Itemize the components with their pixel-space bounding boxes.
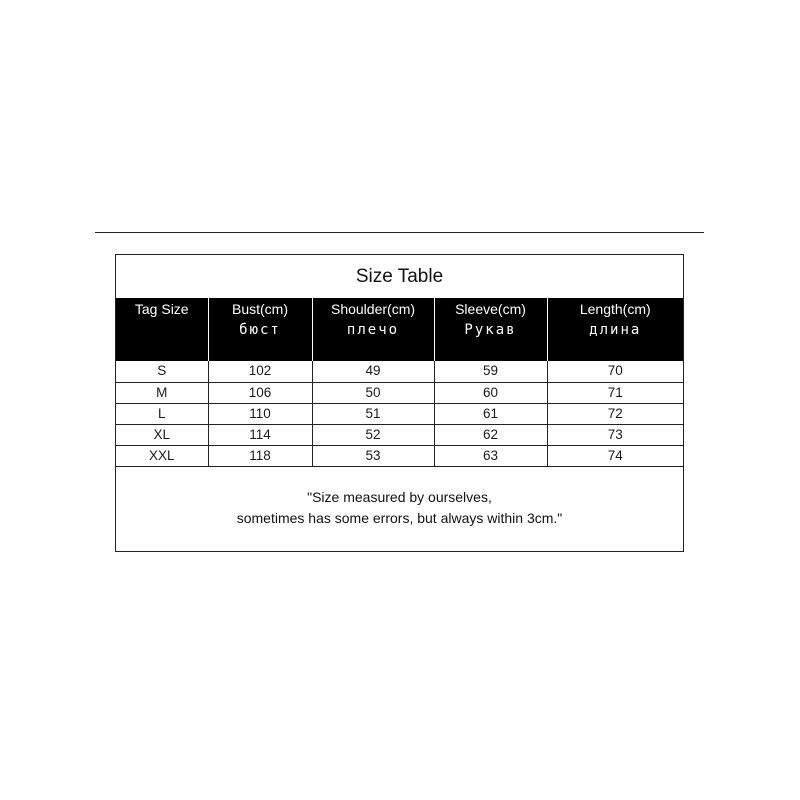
cell-tag-size: S <box>116 361 208 382</box>
header-bust <box>208 298 312 361</box>
cell-shoulder: 52 <box>312 424 434 445</box>
cell-shoulder: 50 <box>312 382 434 403</box>
header-shoulder-label: Shoulder(cm) <box>330 301 416 317</box>
header-bust-label: Bust(cm) <box>232 301 288 317</box>
cell-bust: 114 <box>208 424 312 445</box>
table-title: Size Table <box>355 266 444 287</box>
cell-tag-size: XXL <box>116 445 208 466</box>
cell-length: 70 <box>547 361 683 382</box>
header-sleeve <box>434 298 547 361</box>
cell-length: 71 <box>547 382 683 403</box>
table-row <box>116 445 683 466</box>
header-length <box>547 298 683 361</box>
cell-length: 74 <box>547 445 683 466</box>
cell-bust: 118 <box>208 445 312 466</box>
cell-length: 72 <box>547 403 683 424</box>
top-divider <box>95 232 704 233</box>
header-shoulder <box>312 298 434 361</box>
cell-sleeve: 60 <box>434 382 547 403</box>
table-row <box>116 382 683 403</box>
measurement-note-line-2: sometimes has some errors, but always within 3cm." <box>236 510 563 526</box>
size-table <box>115 254 684 552</box>
header-length-label-ru: длина <box>589 322 642 338</box>
table-row <box>116 361 683 382</box>
header-tag-size <box>116 298 208 361</box>
measurement-note-line-1: "Size measured by ourselves, <box>307 489 492 505</box>
header-sleeve-label: Sleeve(cm) <box>455 301 526 317</box>
header-bust-label-ru: бюст <box>239 322 281 338</box>
cell-shoulder: 49 <box>312 361 434 382</box>
table-row <box>116 403 683 424</box>
cell-bust: 106 <box>208 382 312 403</box>
header-shoulder-label-ru: плечо <box>346 322 400 338</box>
header-sleeve-label-ru: Рукав <box>464 322 517 338</box>
measurement-note <box>116 487 683 529</box>
cell-bust: 102 <box>208 361 312 382</box>
cell-shoulder: 51 <box>312 403 434 424</box>
header-row <box>116 298 683 361</box>
cell-shoulder: 53 <box>312 445 434 466</box>
table-row <box>116 424 683 445</box>
cell-sleeve: 62 <box>434 424 547 445</box>
cell-sleeve: 63 <box>434 445 547 466</box>
header-tag-size-label: Tag Size <box>134 301 189 317</box>
cell-tag-size: M <box>116 382 208 403</box>
header-length-label: Length(cm) <box>579 301 651 317</box>
cell-sleeve: 59 <box>434 361 547 382</box>
cell-tag-size: XL <box>116 424 208 445</box>
cell-tag-size: L <box>116 403 208 424</box>
cell-length: 73 <box>547 424 683 445</box>
cell-sleeve: 61 <box>434 403 547 424</box>
size-grid <box>116 298 683 467</box>
cell-bust: 110 <box>208 403 312 424</box>
